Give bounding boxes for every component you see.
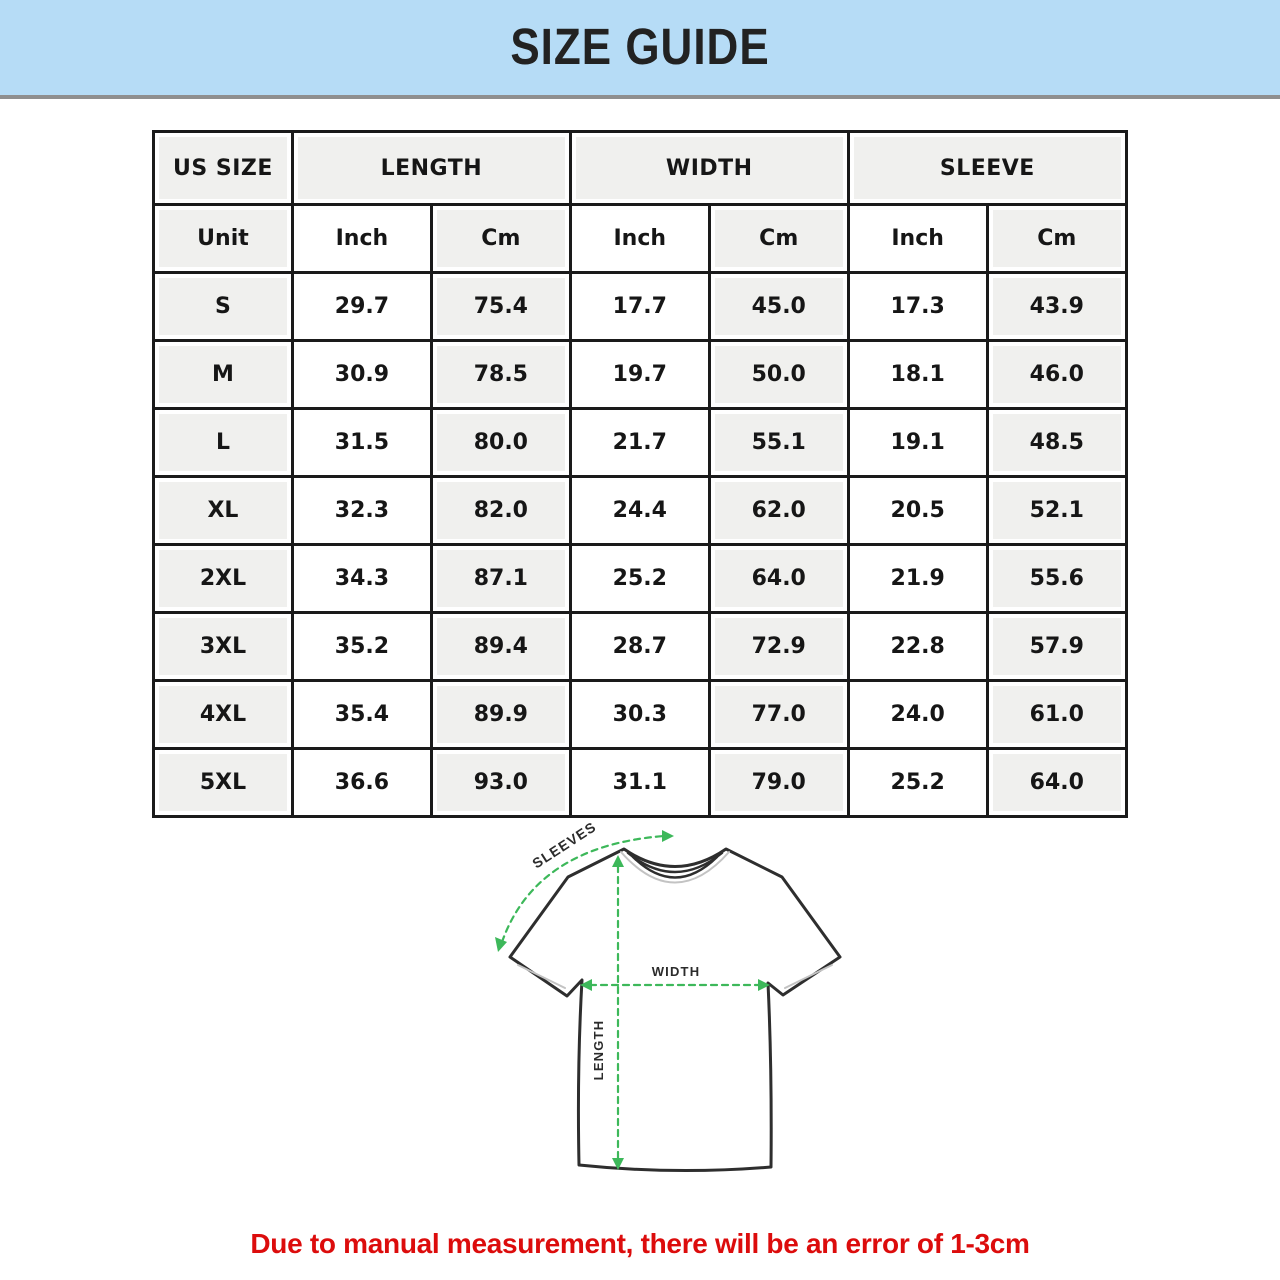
value-cell: 55.1 [709, 409, 848, 477]
size-cell: S [154, 273, 293, 341]
table-row-l [154, 409, 1127, 477]
value-cell: 36.6 [292, 749, 431, 817]
value-cell: 75.4 [431, 273, 570, 341]
tshirt-measurement-svg [470, 818, 880, 1218]
size-cell: M [154, 341, 293, 409]
unit-inch-header: Inch [292, 205, 431, 273]
tshirt-diagram [470, 818, 880, 1218]
table-row-xl [154, 477, 1127, 545]
unit-inch-header: Inch [848, 205, 987, 273]
value-cell: 17.7 [570, 273, 709, 341]
value-cell: 20.5 [848, 477, 987, 545]
banner [0, 0, 1280, 99]
size-cell: 2XL [154, 545, 293, 613]
value-cell: 57.9 [987, 613, 1126, 681]
size-cell: 4XL [154, 681, 293, 749]
value-cell: 77.0 [709, 681, 848, 749]
value-cell: 64.0 [987, 749, 1126, 817]
tshirt-outline [510, 849, 840, 1171]
size-cell: 5XL [154, 749, 293, 817]
value-cell: 22.8 [848, 613, 987, 681]
value-cell: 62.0 [709, 477, 848, 545]
measurement-note: Due to manual measurement, there will be an error of 1-3cm [250, 1228, 1030, 1259]
value-cell: 34.3 [292, 545, 431, 613]
size-cell: 3XL [154, 613, 293, 681]
table-row-3xl [154, 613, 1127, 681]
value-cell: 64.0 [709, 545, 848, 613]
value-cell: 87.1 [431, 545, 570, 613]
sleeves-arrowhead-start [495, 937, 507, 952]
value-cell: 89.9 [431, 681, 570, 749]
value-cell: 78.5 [431, 341, 570, 409]
value-cell: 17.3 [848, 273, 987, 341]
value-cell: 21.9 [848, 545, 987, 613]
value-cell: 31.5 [292, 409, 431, 477]
value-cell: 30.3 [570, 681, 709, 749]
value-cell: 52.1 [987, 477, 1126, 545]
unit-cm-header: Cm [987, 205, 1126, 273]
length-label: LENGTH [591, 1019, 606, 1081]
table-group-header-row [154, 132, 1127, 205]
size-table [152, 130, 1128, 818]
value-cell: 28.7 [570, 613, 709, 681]
value-cell: 29.7 [292, 273, 431, 341]
unit-header: Unit [154, 205, 293, 273]
size-cell: L [154, 409, 293, 477]
value-cell: 30.9 [292, 341, 431, 409]
unit-cm-header: Cm [431, 205, 570, 273]
value-cell: 61.0 [987, 681, 1126, 749]
value-cell: 25.2 [848, 749, 987, 817]
value-cell: 35.2 [292, 613, 431, 681]
value-cell: 55.6 [987, 545, 1126, 613]
table-unit-row [154, 205, 1127, 273]
width-label: WIDTH [651, 964, 701, 979]
table-row-s [154, 273, 1127, 341]
value-cell: 93.0 [431, 749, 570, 817]
value-cell: 19.7 [570, 341, 709, 409]
value-cell: 80.0 [431, 409, 570, 477]
value-cell: 21.7 [570, 409, 709, 477]
col-group-sleeve: SLEEVE [848, 132, 1126, 205]
value-cell: 25.2 [570, 545, 709, 613]
value-cell: 43.9 [987, 273, 1126, 341]
col-group-length: LENGTH [292, 132, 570, 205]
unit-cm-header: Cm [709, 205, 848, 273]
page-title: SIZE GUIDE [510, 18, 770, 76]
value-cell: 79.0 [709, 749, 848, 817]
value-cell: 31.1 [570, 749, 709, 817]
unit-inch-header: Inch [570, 205, 709, 273]
col-group-us-size: US SIZE [154, 132, 293, 205]
value-cell: 32.3 [292, 477, 431, 545]
value-cell: 35.4 [292, 681, 431, 749]
sleeves-arrowhead-end [662, 830, 674, 842]
table-row-m [154, 341, 1127, 409]
value-cell: 48.5 [987, 409, 1126, 477]
value-cell: 72.9 [709, 613, 848, 681]
table-row-2xl [154, 545, 1127, 613]
value-cell: 46.0 [987, 341, 1126, 409]
value-cell: 24.0 [848, 681, 987, 749]
size-cell: XL [154, 477, 293, 545]
value-cell: 19.1 [848, 409, 987, 477]
value-cell: 50.0 [709, 341, 848, 409]
value-cell: 24.4 [570, 477, 709, 545]
sleeves-label: SLEEVES [529, 818, 600, 872]
table-row-5xl [154, 749, 1127, 817]
value-cell: 89.4 [431, 613, 570, 681]
col-group-width: WIDTH [570, 132, 848, 205]
value-cell: 18.1 [848, 341, 987, 409]
table-row-4xl [154, 681, 1127, 749]
value-cell: 45.0 [709, 273, 848, 341]
value-cell: 82.0 [431, 477, 570, 545]
